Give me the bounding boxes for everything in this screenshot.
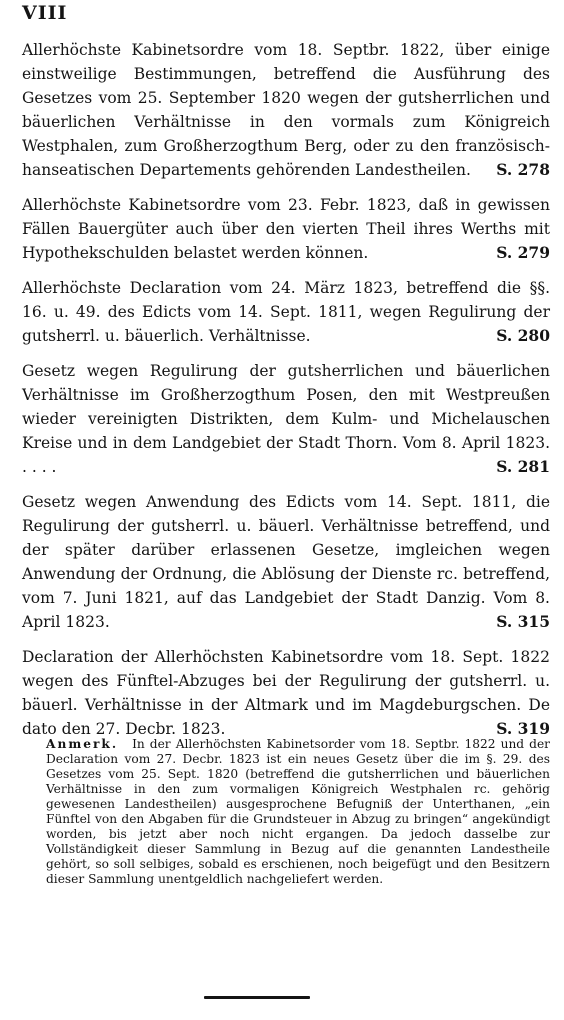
toc-entry — [22, 645, 550, 741]
entry-title: Gesetz wegen Anwendung des Edicts vom 14. Sept. 1811, die Regulirung der gutsherrl. u. bäuerl. Verhältnisse betreffend, und der später darüber erlassenen Gesetze, imgleichen wegen Anwendung der Ordnung, die Ablösung der Dienste rc. betreffend, vom 7. Juni 1821, auf das Landgebiet der Stadt Danzig. Vom 8. April 1823. — [22, 493, 550, 631]
entry-page-ref: S. 280 — [496, 326, 550, 345]
entry-page-ref: S. 281 — [496, 457, 550, 476]
entry-page-ref: S. 315 — [496, 612, 550, 631]
table-of-contents — [22, 38, 550, 752]
entry-title: Allerhöchste Kabinetsordre vom 23. Febr. 1823, daß in gewissen Fällen Bauergüter auch über den vierten Theil ihres Werths mit Hypothekschulden belastet werden können. — [22, 196, 550, 262]
entry-page-ref: S. 278 — [496, 160, 550, 179]
toc-entry — [22, 359, 550, 479]
entry-title: Allerhöchste Declaration vom 24. März 1823, betreffend die §§. 16. u. 49. des Edicts vom 14. Sept. 1811, wegen Regulirung der gutsherrl. u. bäuerlich. Verhältnisse. — [22, 279, 550, 345]
closing-rule — [204, 996, 310, 999]
toc-entry — [22, 490, 550, 634]
note-text: In der Allerhöchsten Kabinetsorder vom 18. Septbr. 1822 und der Declaration vom 27. Decbr. 1823 ist ein neues Gesetz über die im §. 29. des Gesetzes vom 25. Sept. 1820 (betreffend die gutsherrlichen und bäuerlichen Verhältnisse in den zum vormaligen Königreich Westphalen rc. gehörig gewesenen Landestheilen) ausgesprochene Befugniß der Unterthanen, „ein Fünftel von den Abgaben für die Grundsteuer in Abzug zu bringen“ angekündigt worden, bis jetzt aber noch nicht ergangen. Da jedoch dasselbe zur Vollständigkeit dieser Sammlung in Bezug auf die genannten Landestheile gehört, so soll selbiges, sobald es erschienen, noch beigefügt und den Besitzern dieser Sammlung unentgeldlich nachgeliefert werden. — [46, 737, 550, 886]
entry-title: Declaration der Allerhöchsten Kabinetsordre vom 18. Sept. 1822 wegen des Fünftel-Abzuges bei der Regulirung der gutsherrl. u. bäuerl. Verhältnisse in der Altmark und im Magdeburgschen. De dato den 27. Decbr. 1823. — [22, 648, 550, 738]
toc-entry — [22, 193, 550, 265]
note-label: Anmerk. — [46, 737, 119, 751]
entry-title: Gesetz wegen Regulirung der gutsherrlichen und bäuerlichen Verhältnisse im Großherzogthum Posen, den mit Westpreußen wieder vereinigten Distrikten, dem Kulm- und Michelauschen Kreise und in dem Landgebiet der Stadt Thorn. Vom 8. April 1823. . . . . — [22, 362, 550, 476]
toc-entry — [22, 38, 550, 182]
entry-title: Allerhöchste Kabinetsordre vom 18. Septbr. 1822, über einige einstweilige Bestimmungen, betreffend die Ausführung des Gesetzes vom 25. September 1820 wegen der gutsherrlichen und bäuerlichen Verhältnisse in den vormals zum Königreich Westphalen, zum Großherzogthum Berg, oder zu den französisch-hanseatischen Departements gehörenden Landestheilen. — [22, 41, 550, 179]
footnote-annotation — [46, 737, 550, 887]
toc-entry — [22, 276, 550, 348]
entry-page-ref: S. 319 — [496, 719, 550, 738]
entry-page-ref: S. 279 — [496, 243, 550, 262]
page-number: VIII — [22, 2, 68, 24]
